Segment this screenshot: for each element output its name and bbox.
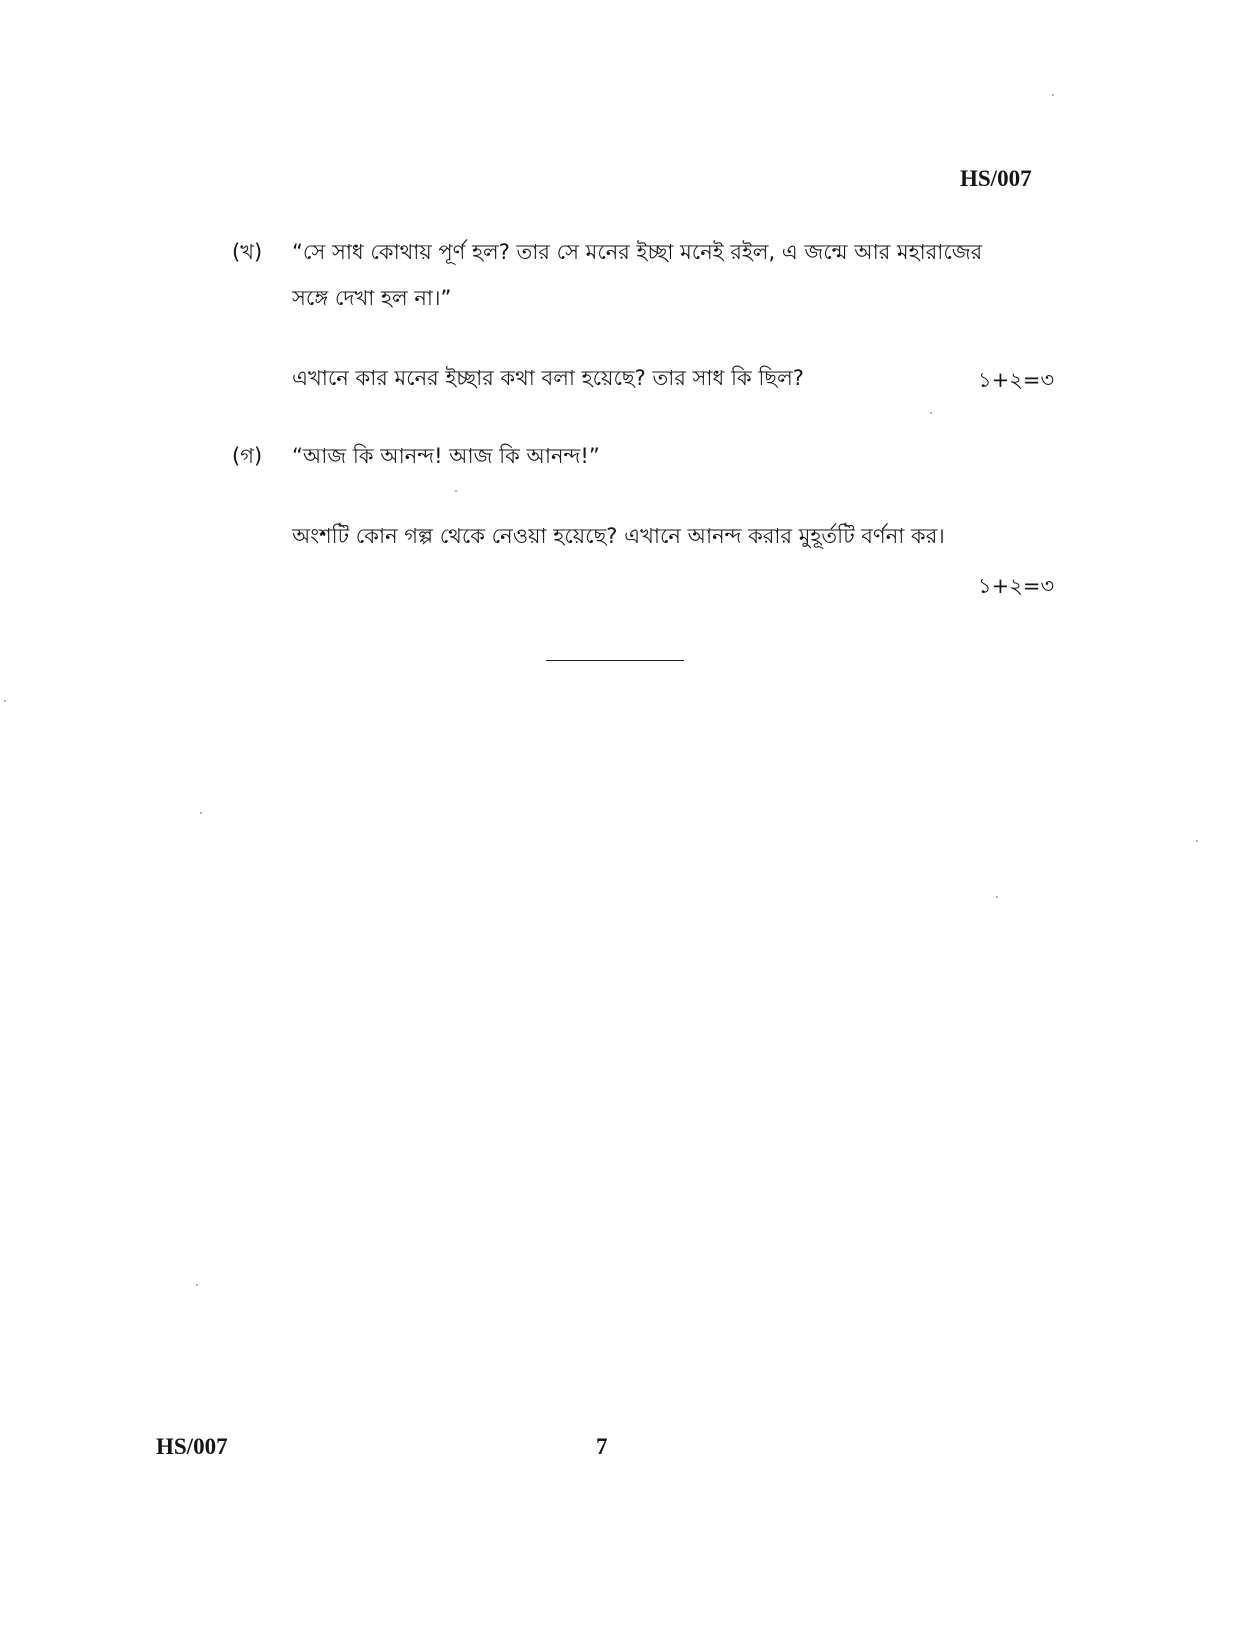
question-ga-prompt: অংশটি কোন গল্প থেকে নেওয়া হয়েছে? এখানে আনন্দ করার মুহূর্তটি বর্ণনা কর। xyxy=(292,524,945,548)
end-divider xyxy=(546,660,684,661)
scan-speck xyxy=(455,490,457,492)
scan-speck xyxy=(996,896,998,898)
scan-speck xyxy=(4,700,6,702)
header-paper-code: HS/007 xyxy=(960,166,1032,191)
question-label-ga: (গ) xyxy=(232,444,263,468)
question-ga-marks: ১+২=৩ xyxy=(978,574,1055,598)
question-kha-prompt: এখানে কার মনের ইচ্ছার কথা বলা হয়েছে? তার সাধ কি ছিল? xyxy=(292,366,804,390)
question-kha-quote-line1: “সে সাধ কোথায় পূর্ণ হল? তার সে মনের ইচ্ছা মনেই রইল, এ জন্মে আর মহারাজের xyxy=(292,240,983,264)
question-kha-quote-line2: সঙ্গে দেখা হল না।” xyxy=(292,286,452,310)
question-label-kha: (খ) xyxy=(232,240,263,264)
scan-speck xyxy=(930,412,932,414)
scan-speck xyxy=(1196,840,1198,842)
scan-speck xyxy=(196,1284,198,1286)
question-kha-marks: ১+২=৩ xyxy=(978,368,1055,392)
footer-page-number: 7 xyxy=(596,1434,608,1459)
footer-paper-code: HS/007 xyxy=(156,1434,228,1459)
question-ga-quote-line1: “আজ কি আনন্দ! আজ কি আনন্দ!” xyxy=(292,444,600,468)
scan-speck xyxy=(1052,94,1054,96)
scan-speck xyxy=(200,812,202,814)
